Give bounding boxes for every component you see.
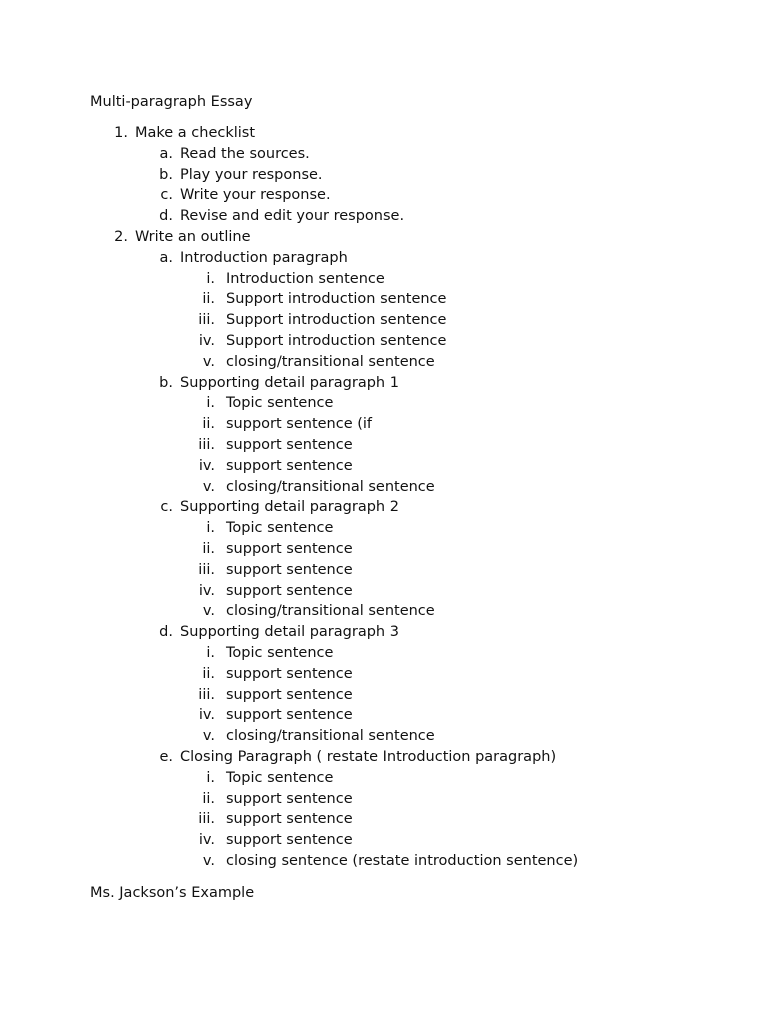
outline-item-level-3 [0,851,768,872]
list-marker: b. [159,374,173,391]
list-item-text: Revise and edit your response. [180,208,405,225]
list-marker: i. [206,644,215,661]
list-item-text: Topic sentence [226,769,334,786]
list-item-text: support sentence [226,665,353,682]
list-marker: iii. [198,561,215,578]
essay-outline [0,123,768,872]
list-marker: i. [206,520,215,537]
outline-item-level-3 [0,830,768,851]
list-item-text: Supporting detail paragraph 2 [180,499,399,516]
outline-item-level-3 [0,581,768,602]
outline-item-level-1 [0,227,768,248]
list-item-text: support sentence [226,811,353,828]
list-item-text: Supporting detail paragraph 1 [180,374,399,391]
list-marker: iii. [198,436,215,453]
list-item-text: Closing Paragraph ( restate Introduction paragraph) [180,748,557,765]
example-heading: Ms. Jackson’s Example [90,885,255,901]
outline-item-level-3 [0,269,768,290]
list-item-text: Support introduction sentence [226,291,447,308]
outline-item-level-3 [0,664,768,685]
list-marker: d. [159,624,173,641]
outline-item-level-3 [0,456,768,477]
list-item-text: closing/transitional sentence [226,478,435,495]
outline-item-level-3 [0,685,768,706]
outline-item-level-3 [0,601,768,622]
list-item-text: Support introduction sentence [226,312,447,329]
outline-item-level-3 [0,414,768,435]
list-item-text: Topic sentence [226,520,334,537]
list-item-text: support sentence [226,436,353,453]
list-marker: iii. [198,811,215,828]
list-item-text: support sentence [226,540,353,557]
outline-item-level-2 [0,373,768,394]
list-marker: ii. [202,665,215,682]
list-item-text: closing/transitional sentence [226,603,435,620]
list-item-text: Introduction sentence [226,270,385,287]
outline-item-level-2 [0,206,768,227]
outline-item-level-2 [0,185,768,206]
outline-item-level-3 [0,809,768,830]
outline-item-level-3 [0,310,768,331]
list-marker: ii. [202,291,215,308]
list-marker: v. [202,353,215,370]
list-item-text: support sentence [226,582,353,599]
list-marker: v. [202,852,215,869]
outline-item-level-3 [0,768,768,789]
list-marker: i. [206,769,215,786]
list-item-text: closing/transitional sentence [226,353,435,370]
list-marker: c. [160,499,173,516]
outline-item-level-3 [0,289,768,310]
outline-item-level-2 [0,622,768,643]
outline-item-level-3 [0,352,768,373]
list-marker: e. [159,748,173,765]
outline-item-level-2 [0,144,768,165]
outline-item-level-3 [0,705,768,726]
list-marker: iv. [198,582,215,599]
list-item-text: Topic sentence [226,644,334,661]
outline-item-level-3 [0,435,768,456]
list-item-text: support sentence [226,832,353,849]
list-item-text: closing sentence (restate introduction sentence) [226,852,579,869]
outline-item-level-1 [0,123,768,144]
list-marker: v. [202,728,215,745]
outline-item-level-2 [0,165,768,186]
outline-item-level-3 [0,539,768,560]
list-item-text: support sentence [226,707,353,724]
outline-item-level-3 [0,518,768,539]
list-item-text: support sentence (if [226,416,373,433]
list-item-text: Make a checklist [135,125,256,141]
list-marker: iii. [198,312,215,329]
list-marker: iii. [198,686,215,703]
list-marker: a. [159,145,173,162]
outline-item-level-3 [0,643,768,664]
list-marker: iv. [198,707,215,724]
list-item-text: closing/transitional sentence [226,728,435,745]
list-item-text: Write an outline [135,228,251,245]
list-item-text: Topic sentence [226,395,334,412]
list-marker: ii. [202,790,215,807]
outline-item-level-3 [0,560,768,581]
outline-item-level-3 [0,726,768,747]
list-marker: v. [202,603,215,620]
list-item-text: Read the sources. [180,145,310,162]
outline-item-level-2 [0,747,768,768]
list-marker: d. [159,208,173,225]
list-item-text: support sentence [226,561,353,578]
list-marker: iv. [198,457,215,474]
outline-item-level-2 [0,248,768,269]
list-marker: 2. [114,228,128,245]
list-item-text: Introduction paragraph [180,249,348,266]
list-item-text: support sentence [226,457,353,474]
list-item-text: Play your response. [180,166,323,183]
list-marker: i. [206,270,215,287]
list-marker: i. [206,395,215,412]
list-marker: ii. [202,540,215,557]
outline-item-level-3 [0,331,768,352]
list-marker: a. [159,249,173,266]
outline-item-level-3 [0,477,768,498]
list-marker: iv. [198,832,215,849]
list-marker: b. [159,166,173,183]
list-item-text: support sentence [226,790,353,807]
outline-item-level-2 [0,497,768,518]
document-title: Multi-paragraph Essay [90,94,253,110]
list-marker: iv. [198,332,215,349]
list-marker: ii. [202,416,215,433]
list-item-text: support sentence [226,686,353,703]
list-item-text: Write your response. [180,187,331,204]
list-marker: v. [202,478,215,495]
outline-item-level-3 [0,789,768,810]
list-item-text: Supporting detail paragraph 3 [180,624,399,641]
list-marker: c. [160,187,173,204]
list-item-text: Support introduction sentence [226,332,447,349]
outline-item-level-3 [0,393,768,414]
list-marker: 1. [114,125,128,141]
